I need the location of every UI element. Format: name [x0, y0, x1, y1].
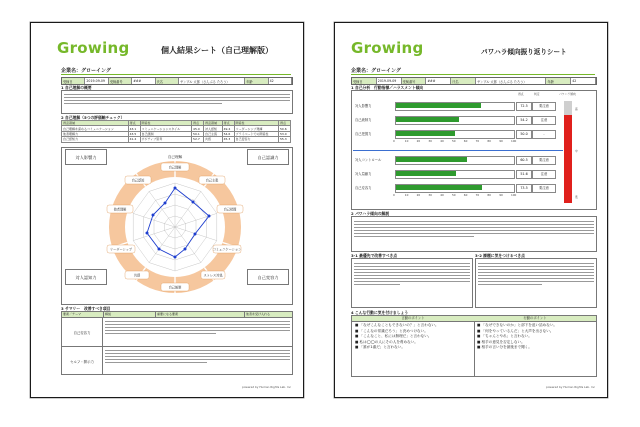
- bar-value-label: 54.2: [516, 116, 532, 125]
- axis-tick-label: 0: [393, 139, 395, 143]
- side-label: パワハラ傾向: [559, 92, 576, 96]
- examinee-info-bar: 受検日 2019-09-09 受検番号 ### 氏名 サンプル 太郎（さんぷる たろう） 年齢 42: [351, 77, 597, 85]
- axis-tick-label: 80: [487, 193, 491, 197]
- growing-logo: Growing: [351, 39, 424, 57]
- axis-tick-label: 50: [452, 193, 456, 197]
- table-row: 自己理解を深めるコミュニケーション 43.1 コミュニケーションスタイル 45.0 対人認知 49.4 リーダーシップ発揮 50.6: [62, 126, 291, 131]
- action-points-list: [477, 323, 594, 351]
- explanation-text-box: [351, 216, 597, 252]
- corner-label-top-left: 対人影響力: [65, 149, 107, 165]
- actions-right-head: 行動のポイント: [474, 316, 596, 322]
- section-explanation-heading: 2 パワハラ傾向の解説: [351, 211, 390, 216]
- bar-judgement-label: 注意: [532, 116, 556, 125]
- bar: [396, 131, 455, 136]
- header-rule: [61, 74, 291, 75]
- radar-label: コミュニケーション: [212, 247, 242, 252]
- axis-tick-label: 70: [475, 193, 480, 197]
- list-item: ■ 相手の意見を否定しない。: [477, 339, 525, 344]
- actions-box: [351, 315, 597, 377]
- bar: [396, 185, 483, 190]
- radar-label: 共感: [133, 273, 141, 278]
- col-head-judgement: 判定: [534, 92, 540, 96]
- bar-value-label: 50.0: [516, 130, 532, 139]
- individual-result-sheet: [30, 22, 304, 398]
- gauge-tick: 中: [575, 149, 578, 153]
- axis-tick-label: 80: [487, 139, 491, 143]
- corner-label-bottom-left: 対人認知力: [65, 269, 107, 285]
- bar: [396, 103, 482, 108]
- bar-judgement-label: 要注意: [532, 156, 556, 165]
- axis-tick-label: 60: [463, 139, 468, 143]
- examinee-info-bar: 受検日 2019-09-09 受検番号 ### 氏名 サンプル 太郎（さんぷる たろう） 年齢 42: [61, 77, 293, 85]
- caution-text-box: [475, 258, 597, 308]
- bar-judgement-label: 要注意: [532, 184, 556, 193]
- footer-credit: powered by Human Rights Lab. Inc: [242, 385, 291, 389]
- bar-category-label: 対人葛藤力: [355, 172, 372, 176]
- power-harassment-review-sheet: [334, 22, 608, 398]
- axis-tick-label: 70: [475, 139, 480, 143]
- section-priority-heading: 3-1 最優先で改善すべき点: [351, 253, 398, 258]
- axis-tick-label: 90: [499, 139, 503, 143]
- list-item: ■ 「なぜできないのか」と部下を追い詰めない。: [477, 323, 558, 327]
- axis-tick-label: 30: [428, 193, 432, 197]
- section-overview-heading: 1 自己理解の概要: [61, 85, 92, 90]
- bar-category-label: 対人コントロール: [355, 158, 382, 162]
- axis-tick-label: 100: [511, 139, 517, 143]
- col-head-score: 得点: [518, 92, 524, 96]
- bar-value-label: 60.5: [516, 156, 532, 165]
- company-label: 企業名：グローイング: [61, 68, 111, 74]
- bar: [396, 171, 457, 176]
- list-item: ■ 「こんなこと、私には無理だ」と言わない。: [355, 334, 432, 339]
- axis-tick-label: 50: [452, 139, 456, 143]
- table-row: 自己認知力 41.4 ポジティブ思考 52.7 共感 45.3 自己変容力 55.3: [62, 137, 291, 142]
- section-behavior-heading: 1 自己分析 行動指標／ハラスメント傾向: [351, 85, 424, 90]
- actions-left-head: 言動のポイント: [352, 316, 475, 322]
- bar-category-label: 対人影響力: [355, 104, 372, 108]
- radar-title: 自己理解: [167, 155, 183, 159]
- axis-tick-label: 100: [511, 193, 517, 197]
- axis-tick-label: 60: [463, 193, 468, 197]
- list-item: ■ 「何をやっているんだ」と大声を出さない。: [477, 328, 554, 333]
- list-item: ■ 「こんなの常識だろう」と決めつけない。: [355, 328, 428, 333]
- list-item: ■ 「ちゃんとやれ」と言わない。: [477, 334, 532, 339]
- company-name: グローイング: [81, 68, 111, 74]
- list-item: ■ 「なぜこんなこともできないの？」と言わない。: [355, 323, 439, 327]
- growing-logo: Growing: [57, 39, 130, 57]
- section-axes-heading: 2 自己理解（5つの評価軸チェック）: [61, 115, 125, 120]
- section-caution-heading: 3-2 課題に気をつけるべき点: [475, 253, 525, 258]
- radar-label: 自己把握: [223, 207, 237, 212]
- axis-tick-label: 40: [440, 193, 444, 197]
- axis-tick-label: 10: [404, 193, 409, 197]
- radar-label: 自己主張: [205, 178, 219, 183]
- table-row: 得意領域 得点 関係性 得点 得意領域 得点 関係性 得点: [62, 121, 291, 126]
- sheet-title: パワハラ傾向振り返りシート: [481, 48, 567, 56]
- overview-text-box: [61, 90, 293, 114]
- bar-value-label: 72.5: [516, 102, 532, 111]
- risk-gauge-fill: [564, 115, 572, 203]
- radar-label: 自己認知: [131, 178, 145, 183]
- bar: [396, 117, 460, 122]
- bar-category-label: 自己変容力: [355, 186, 372, 190]
- bar-category-label: 自己把握力: [355, 132, 372, 136]
- group-divider: [353, 150, 563, 151]
- company-label: 企業名：グローイング: [351, 68, 401, 74]
- radar-label: ストレス対処: [203, 273, 223, 278]
- axis-tick-label: 20: [416, 193, 421, 197]
- section-actions-heading: 4 こんな行動に気を付けましょう: [351, 310, 409, 315]
- summary-header-row: 要素／テーマ 解説 重要になる要素 他者を受け入れる: [62, 312, 292, 318]
- corner-label-top-right: 自己認識力: [247, 149, 289, 165]
- radar-label: 自己統制: [168, 285, 182, 290]
- speech-points-list: [355, 323, 473, 351]
- bar-value-label: 73.5: [516, 184, 532, 193]
- list-item: ■ 「誰が1番だ」と言わない。: [355, 345, 405, 350]
- bar-category-label: 自己統制力: [355, 118, 372, 122]
- footer-credit: powered by Human Rights Lab. Inc: [546, 385, 595, 389]
- priority-text-box: [351, 258, 473, 308]
- bar-judgement-label: 要注意: [532, 102, 556, 111]
- header-rule: [351, 74, 595, 75]
- company-name: グローイング: [371, 68, 401, 74]
- radar-chart: [105, 149, 245, 301]
- corner-label-bottom-right: 自己変容力: [247, 269, 289, 285]
- list-item: ■ 私は◯◯の人にその人を責めない。: [355, 339, 418, 344]
- gauge-tick: 低: [575, 195, 578, 199]
- axis-tick-label: 20: [416, 139, 421, 143]
- summary-table: [61, 311, 293, 375]
- bar-judgement-label: -: [532, 130, 556, 139]
- section-summary-heading: 3 サマリー 改善すべき項目: [61, 306, 111, 311]
- table-row: セルフ・開示力: [62, 347, 292, 375]
- bar-judgement-label: 注意: [532, 170, 556, 179]
- score-table: [61, 120, 291, 143]
- radar-label: 他者理解: [113, 207, 127, 212]
- axis-tick-label: 0: [393, 193, 395, 197]
- axis-tick-label: 10: [404, 139, 409, 143]
- table-row: 他者理解力 43.5 自己統制 50.1 自己主張 54.6 プライベートでの関係性 53.0: [62, 131, 291, 136]
- list-item: ■ 相手の言い分を最後まで聞く。: [477, 345, 532, 350]
- bar-value-label: 51.6: [516, 170, 532, 179]
- sheet-title: 個人結果シート（自己理解版）: [161, 46, 273, 55]
- radar-label: 自己理解: [168, 165, 182, 170]
- axis-tick-label: 40: [440, 139, 444, 143]
- table-row: 自己変容力: [62, 318, 292, 347]
- axis-tick-label: 90: [499, 193, 503, 197]
- axis-tick-label: 30: [428, 139, 432, 143]
- bar: [396, 157, 467, 162]
- radar-label: リーダーシップ: [109, 247, 133, 252]
- gauge-tick: 高: [575, 107, 578, 111]
